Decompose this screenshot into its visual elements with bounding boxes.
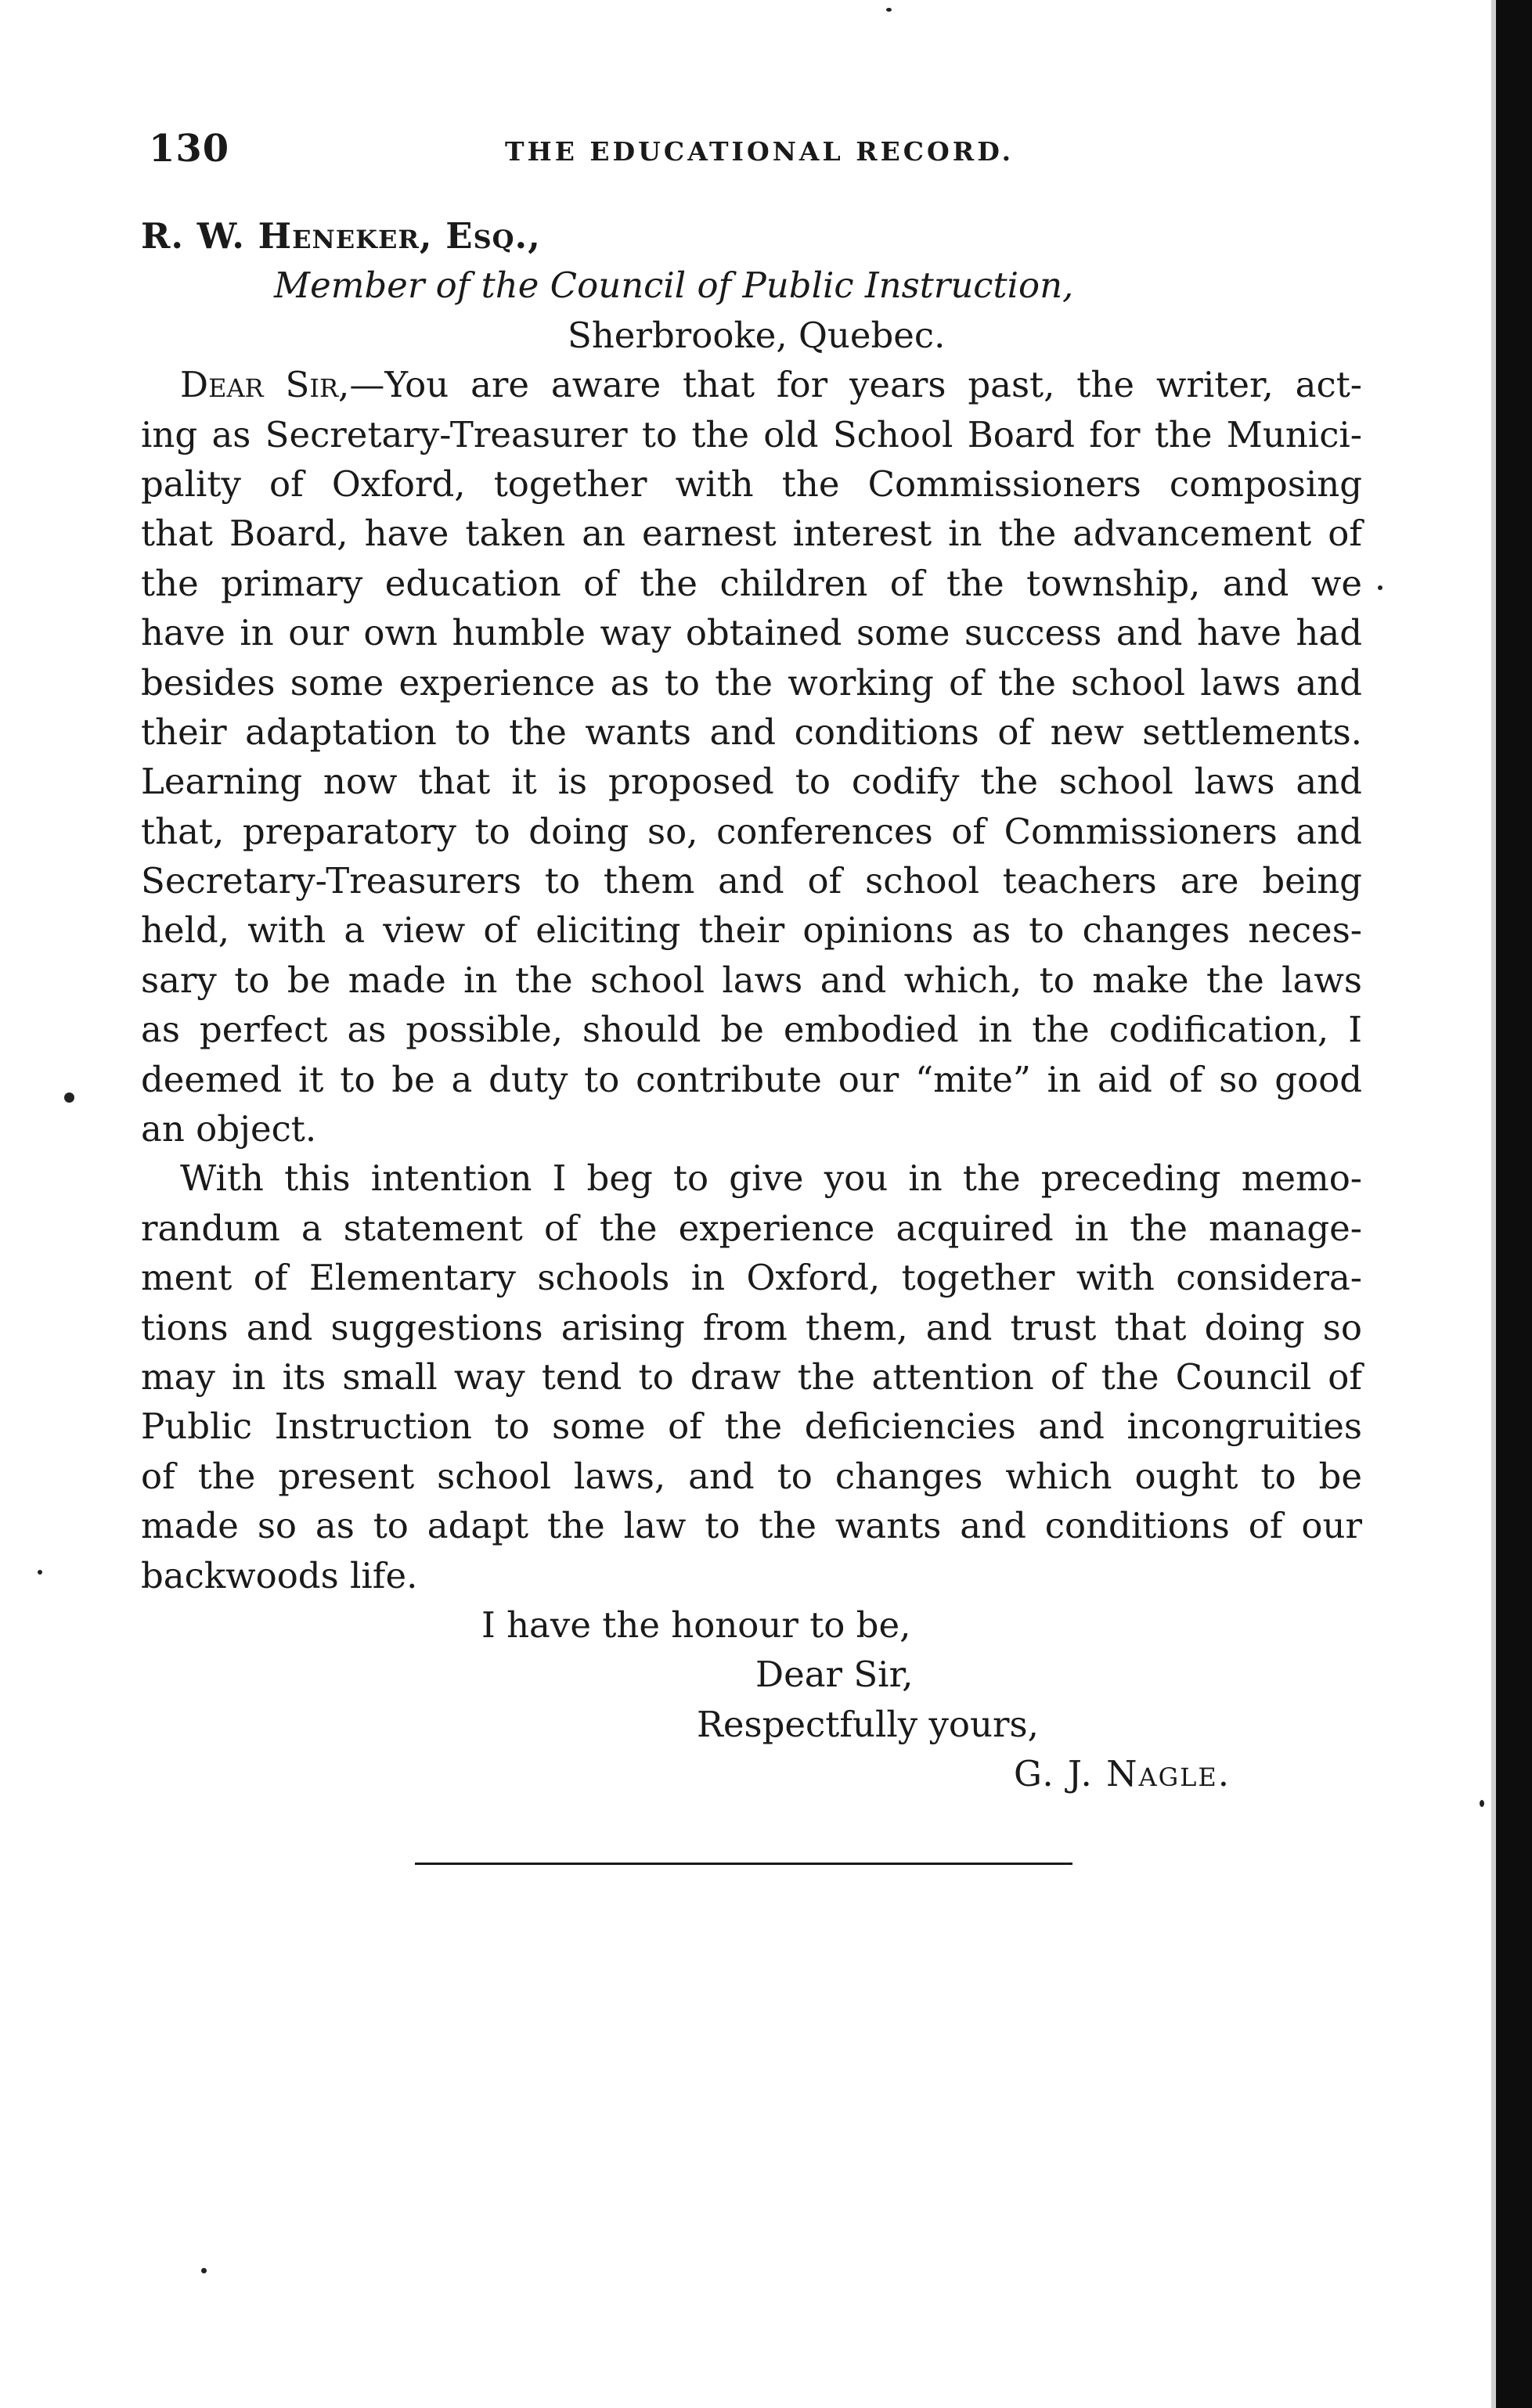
paragraph-line: ment of Elementary schools in Oxford, together with considera- <box>141 1257 1362 1299</box>
paragraph-line: their adaptation to the wants and conditions of new settlements. <box>141 711 1362 753</box>
addressee-place: Sherbrooke, Quebec. <box>568 314 946 356</box>
letter-body <box>141 211 1362 1799</box>
paragraph-line: that, preparatory to doing so, conferences of Commissioners and <box>141 810 1362 852</box>
closing-line: Dear Sir, <box>755 1654 914 1696</box>
paragraph-line: besides some experience as to the working of the school laws and <box>141 661 1362 704</box>
paragraph-line: Public Instruction to some of the deficiencies and incongruities <box>141 1406 1362 1448</box>
paragraph-line: tions and suggestions arising from them, and trust that doing so <box>141 1306 1362 1348</box>
salutation: Dear Sir, <box>180 364 350 406</box>
paragraph-line: made so as to adapt the law to the wants and conditions of our <box>141 1505 1362 1547</box>
addressee-role: Member of the Council of Public Instruction, <box>274 265 1074 307</box>
paragraph-line: backwoods life. <box>141 1554 418 1596</box>
addressee-name: R. W. Heneker, Esq., <box>141 215 541 257</box>
paragraph-line: deemed it to be a duty to contribute our “mite” in aid of so good <box>141 1058 1362 1100</box>
paragraph-line <box>141 360 1362 409</box>
paragraph-line: ing as Secretary-Treasurer to the old School Board for the Munici- <box>141 413 1362 455</box>
scan-edge-border <box>1496 0 1532 2408</box>
running-header <box>149 127 1346 182</box>
section-divider-rule <box>415 1863 1072 1865</box>
scan-speck <box>1378 585 1382 590</box>
paragraph-line: the primary education of the children of the township, and we <box>141 562 1362 604</box>
paragraph-line: that Board, have taken an earnest interest in the advancement of <box>141 513 1362 555</box>
signature-text: G. J. Nagle. <box>1014 1753 1231 1795</box>
page-number: 130 <box>149 127 230 171</box>
signature <box>141 1749 1362 1798</box>
paragraph-line: With this intention I beg to give you in the preceding memo- <box>180 1157 1362 1200</box>
scan-speck <box>64 1092 74 1103</box>
scan-speck <box>201 2268 207 2273</box>
scan-speck <box>886 8 892 12</box>
paragraph-line: sary to be made in the school laws and which, to make the laws <box>141 959 1362 1001</box>
paragraph-line: of the present school laws, and to changes which ought to be <box>141 1455 1362 1497</box>
paragraph-line: an object. <box>141 1108 317 1150</box>
paragraph-line: Learning now that it is proposed to codify the school laws and <box>141 761 1362 803</box>
paragraph-line: Secretary-Treasurers to them and of school teachers are being <box>141 860 1362 902</box>
paragraph-line-text: —You are aware that for years past, the writer, act- <box>349 364 1362 406</box>
closing-line: Respectfully yours, <box>697 1703 1039 1745</box>
paragraph-line: as perfect as possible, should be embodied in the codification, I <box>141 1009 1362 1051</box>
paragraph-line: pality of Oxford, together with the Commissioners composing <box>141 463 1362 505</box>
paragraph-line: held, with a view of eliciting their opinions as to changes neces- <box>141 909 1362 952</box>
paragraph-2 <box>141 1154 1362 1600</box>
paragraph-1 <box>141 360 1362 1154</box>
running-title: THE EDUCATIONAL RECORD. <box>505 136 1015 167</box>
letter-closing <box>141 1600 1362 1799</box>
closing-line: I have the honour to be, <box>481 1604 911 1646</box>
paragraph-line: may in its small way tend to draw the attention of the Council of <box>141 1355 1362 1398</box>
paragraph-line: have in our own humble way obtained some success and have had <box>141 612 1362 654</box>
paragraph-line: randum a statement of the experience acquired in the manage- <box>141 1207 1362 1249</box>
scan-speck <box>1480 1800 1484 1807</box>
scan-speck <box>38 1570 42 1575</box>
